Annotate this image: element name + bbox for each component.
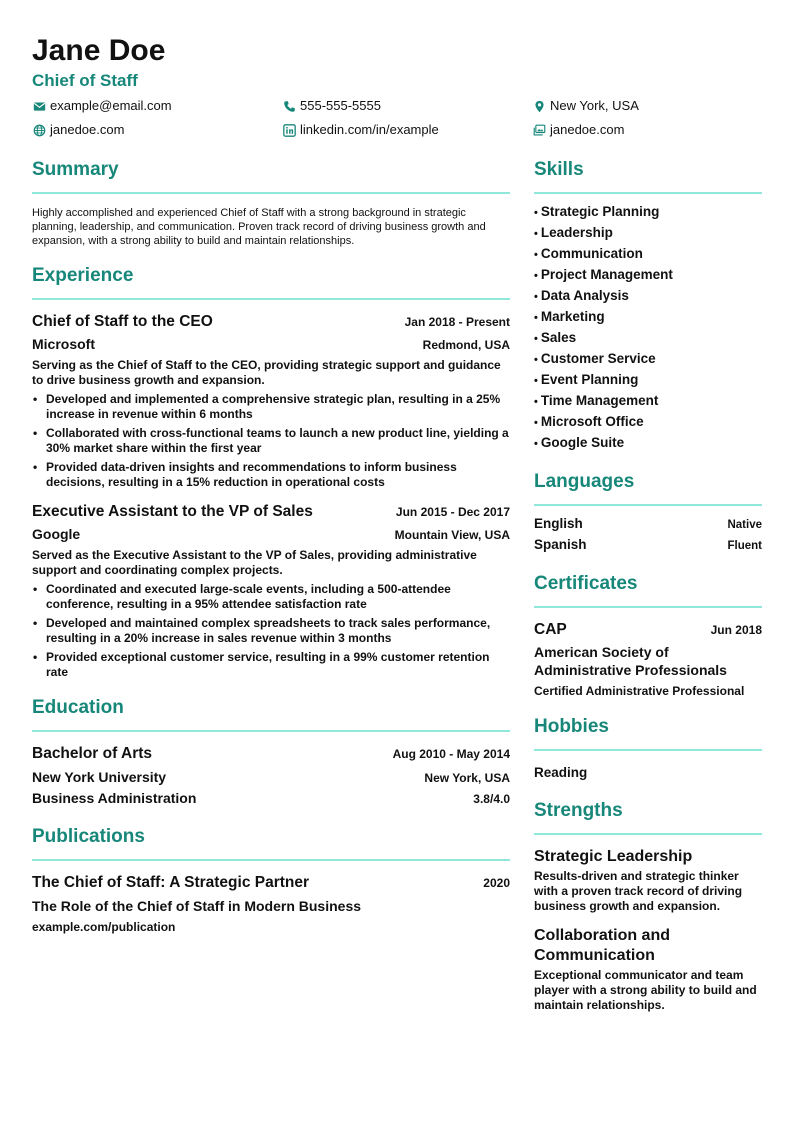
summary-section xyxy=(32,158,510,248)
contact-linkedin-text: linkedin.com/in/example xyxy=(300,122,439,137)
education-section xyxy=(32,696,510,809)
certificates-heading: Certificates xyxy=(534,572,762,608)
language-row xyxy=(534,514,762,535)
hobbies-heading: Hobbies xyxy=(534,715,762,751)
strength-title: Collaboration and Communication xyxy=(534,927,670,964)
contact-linkedin[interactable] xyxy=(282,122,532,138)
strengths-section xyxy=(534,799,762,1013)
job-bullets xyxy=(32,392,510,490)
contact-phone[interactable] xyxy=(282,98,532,114)
education-gpa: 3.8/4.0 xyxy=(473,792,510,806)
certificate-issuer: American Society of Administrative Professionals xyxy=(534,644,727,678)
contact-portfolio-text: janedoe.com xyxy=(550,122,625,137)
education-field: Business Administration xyxy=(32,790,197,806)
language-name: English xyxy=(534,516,583,531)
linkedin-icon xyxy=(282,123,296,137)
skill-item: • Event Planning xyxy=(534,372,639,387)
certificate-description: Certified Administrative Professional xyxy=(534,684,745,698)
hobbies-section xyxy=(534,715,762,783)
job-company: Google xyxy=(32,526,81,542)
job-description: Served as the Executive Assistant to the VP of Sales, providing administrative support and coordinating complex projects. xyxy=(32,548,477,577)
skill-item: • Google Suite xyxy=(534,435,625,450)
main-column xyxy=(32,158,510,952)
envelope-icon xyxy=(32,99,46,113)
certificates-section xyxy=(534,572,762,699)
resume-page xyxy=(32,34,762,1012)
skill-item: • Data Analysis xyxy=(534,288,629,303)
skill-item: • Leadership xyxy=(534,225,613,240)
skill-item: • Strategic Planning xyxy=(534,204,660,219)
contact-portfolio[interactable] xyxy=(532,122,762,138)
job-bullet: • Developed and maintained complex spreadsheets to track sales performance, resulting in a 20% increase in sales revenue within 3 months xyxy=(46,616,510,646)
experience-section xyxy=(32,264,510,680)
job-bullet: • Provided data-driven insights and recommendations to inform business decisions, resulting in a 15% reduction in operational costs xyxy=(46,460,510,490)
strength-description: Results-driven and strategic thinker with a proven track record of driving business growth and expansion. xyxy=(534,869,743,913)
publication-year: 2020 xyxy=(483,876,510,890)
languages-section xyxy=(534,470,762,556)
contact-website[interactable] xyxy=(32,122,282,138)
job-bullet: • Collaborated with cross-functional teams to launch a new product line, yielding a 30% market share within the first year xyxy=(46,426,510,456)
skill-item: • Time Management xyxy=(534,393,659,408)
skill-item: • Project Management xyxy=(534,267,673,282)
contact-email[interactable] xyxy=(32,98,282,114)
skills-section xyxy=(534,158,762,454)
education-degree: Bachelor of Arts xyxy=(32,745,153,762)
skills-list xyxy=(534,202,762,454)
contact-website-text: janedoe.com xyxy=(50,122,125,137)
contact-email-text: example@email.com xyxy=(50,98,172,113)
candidate-title: Chief of Staff xyxy=(32,71,138,90)
contact-info xyxy=(32,98,762,138)
summary-heading: Summary xyxy=(32,158,510,194)
skill-item: • Microsoft Office xyxy=(534,414,644,429)
job-dates: Jan 2018 - Present xyxy=(404,315,510,329)
education-school: New York University xyxy=(32,769,167,785)
strength-title: Strategic Leadership xyxy=(534,848,693,865)
certificate-name: CAP xyxy=(534,621,567,638)
summary-text: Highly accomplished and experienced Chief of Staff with a strong background in strategic planning, leadership, and communication. Proven track record of driving business growth and expansion, with a strong ability to build and maintain relationships. xyxy=(32,207,486,247)
publications-section xyxy=(32,825,510,936)
strengths-heading: Strengths xyxy=(534,799,762,835)
job-bullet: • Provided exceptional customer service, resulting in a 99% customer retention rate xyxy=(46,650,510,680)
job-title: Executive Assistant to the VP of Sales xyxy=(32,503,313,520)
portfolio-icon xyxy=(532,123,546,137)
skill-item: • Communication xyxy=(534,246,643,261)
job-bullets xyxy=(32,582,510,680)
language-row xyxy=(534,535,762,556)
skill-item: • Marketing xyxy=(534,309,605,324)
hobby-item: Reading xyxy=(534,765,588,780)
skill-item: • Sales xyxy=(534,330,577,345)
job-company: Microsoft xyxy=(32,336,95,352)
candidate-name: Jane Doe xyxy=(32,34,166,67)
job-description: Serving as the Chief of Staff to the CEO, providing strategic support and guidance to drive business growth and expansion. xyxy=(32,358,501,387)
job-dates: Jun 2015 - Dec 2017 xyxy=(395,505,510,519)
job-location: Redmond, USA xyxy=(422,338,510,352)
education-heading: Education xyxy=(32,696,510,732)
certificate-date: Jun 2018 xyxy=(710,623,762,637)
languages-heading: Languages xyxy=(534,470,762,506)
language-level: Native xyxy=(727,519,762,531)
job-location: Mountain View, USA xyxy=(394,528,510,542)
experience-heading: Experience xyxy=(32,264,510,300)
language-name: Spanish xyxy=(534,537,587,552)
location-pin-icon xyxy=(532,99,546,113)
language-level: Fluent xyxy=(727,540,762,552)
publication-title: The Chief of Staff: A Strategic Partner xyxy=(32,874,310,891)
job-entry xyxy=(32,312,510,490)
phone-icon xyxy=(282,99,296,113)
skills-heading: Skills xyxy=(534,158,762,194)
globe-icon xyxy=(32,123,46,137)
side-column xyxy=(534,158,762,1029)
contact-location xyxy=(532,98,762,114)
publication-subtitle: The Role of the Chief of Staff in Modern Business xyxy=(32,898,362,914)
publication-link[interactable]: example.com/publication xyxy=(32,920,176,934)
education-location: New York, USA xyxy=(424,771,510,785)
education-dates: Aug 2010 - May 2014 xyxy=(392,747,510,761)
contact-location-text: New York, USA xyxy=(550,98,639,113)
publications-heading: Publications xyxy=(32,825,510,861)
job-entry xyxy=(32,502,510,680)
strength-description: Exceptional communicator and team player with a strong ability to build and maintain relationships. xyxy=(534,968,757,1012)
contact-phone-text: 555-555-5555 xyxy=(300,98,381,113)
job-bullet: • Developed and implemented a comprehensive strategic plan, resulting in a 25% increase in revenue within 6 months xyxy=(46,392,510,422)
skill-item: • Customer Service xyxy=(534,351,656,366)
job-bullet: • Coordinated and executed large-scale events, including a 500-attendee conference, resulting in a 95% attendee satisfaction rate xyxy=(46,582,510,612)
job-title: Chief of Staff to the CEO xyxy=(32,313,213,330)
